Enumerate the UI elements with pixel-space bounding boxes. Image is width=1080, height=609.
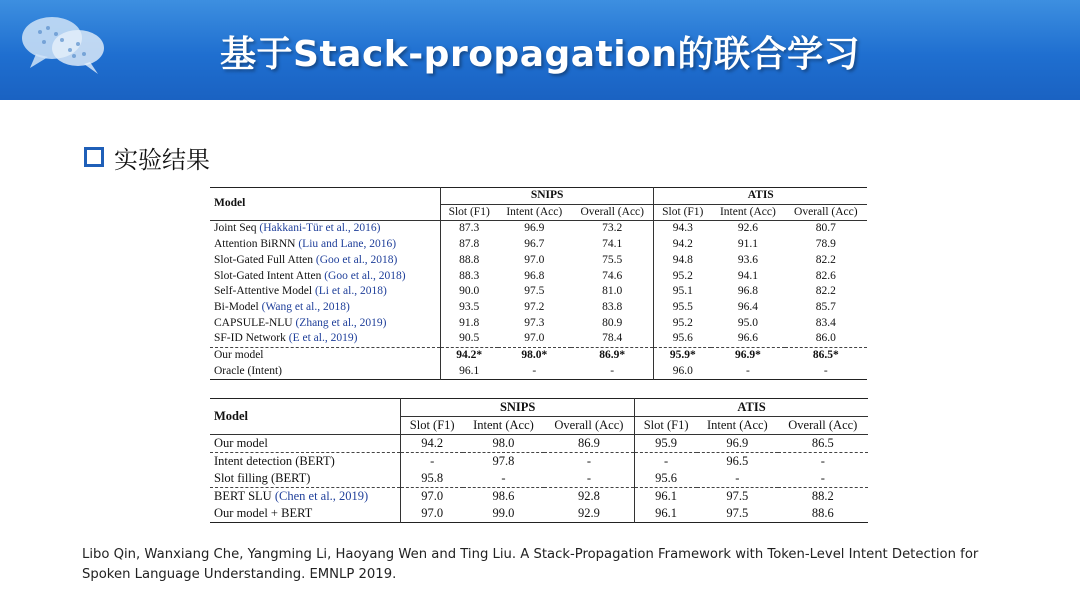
title-banner <box>0 0 1080 100</box>
column-header: Slot (F1) <box>401 417 463 435</box>
citation-link[interactable]: (Chen et al., 2019) <box>274 489 369 503</box>
model-name: Oracle (Intent) <box>214 364 283 377</box>
table-row <box>210 470 868 488</box>
score-cell: - <box>544 453 635 471</box>
score-cell: - <box>532 364 537 377</box>
score-cell: 86.0 <box>815 332 836 345</box>
score-cell: 94.8 <box>654 253 711 269</box>
model-name-cell <box>210 316 440 332</box>
score-cell: 74.1 <box>602 238 623 251</box>
results-table-1 <box>210 187 867 380</box>
model-name-cell <box>210 253 440 269</box>
score-cell: 93.5 <box>440 300 497 316</box>
column-header: Overall (Acc) <box>571 204 654 221</box>
score-cell: 97.0 <box>524 253 545 266</box>
table-row <box>210 505 868 523</box>
model-name: Our model <box>214 436 268 450</box>
column-header: Overall (Acc) <box>778 417 868 435</box>
citation-link[interactable]: (Zhang et al., 2019) <box>295 316 387 329</box>
score-cell: - <box>501 471 506 485</box>
score-cell: 88.8 <box>440 253 497 269</box>
group-header-snips: SNIPS <box>440 188 654 205</box>
model-name-cell <box>210 237 440 253</box>
score-cell: 97.0 <box>401 488 463 506</box>
score-cell: 94.1 <box>737 269 758 282</box>
score-cell: 75.5 <box>602 253 623 266</box>
score-cell: 96.5 <box>697 453 778 471</box>
group-header-snips: SNIPS <box>401 399 635 417</box>
score-cell: 96.6 <box>737 332 758 345</box>
table-row <box>210 435 868 453</box>
score-cell: 92.9 <box>577 506 600 520</box>
citation-link[interactable]: (Goo et al., 2018) <box>315 253 398 266</box>
model-name-cell <box>210 364 440 380</box>
score-cell: 94.3 <box>654 221 711 237</box>
citation-link[interactable]: (Hakkani-Tür et al., 2016) <box>259 222 381 235</box>
score-cell: - <box>635 453 697 471</box>
score-cell: 96.9* <box>711 348 785 364</box>
score-cell: 96.9 <box>726 436 749 450</box>
model-name-cell <box>210 284 440 300</box>
table-row <box>210 488 868 506</box>
score-cell: 94.2* <box>440 348 497 364</box>
score-cell: 83.4 <box>815 316 836 329</box>
citation-link[interactable]: (Wang et al., 2018) <box>261 300 350 313</box>
score-cell: 93.6 <box>737 253 758 266</box>
citation-link[interactable]: (E et al., 2019) <box>288 332 358 345</box>
score-cell: 97.3 <box>524 316 545 329</box>
score-cell: 98.0 <box>492 436 515 450</box>
score-cell: 99.0 <box>492 506 515 520</box>
score-cell: 95.5 <box>654 300 711 316</box>
score-cell: 94.2 <box>654 237 711 253</box>
model-column-header: Model <box>210 399 401 435</box>
table-row <box>210 453 868 471</box>
score-cell: 83.8 <box>602 300 623 313</box>
score-cell: 96.9 <box>524 222 545 235</box>
score-cell: 78.4 <box>602 332 623 345</box>
table-row <box>210 300 867 316</box>
score-cell: 95.0 <box>737 316 758 329</box>
table-row <box>210 316 867 332</box>
score-cell: - <box>745 364 750 377</box>
score-cell: 95.6 <box>654 331 711 347</box>
score-cell: 94.2 <box>401 435 463 453</box>
score-cell: 92.6 <box>737 222 758 235</box>
table-row <box>210 331 867 347</box>
table-row <box>210 348 867 364</box>
score-cell: 92.8 <box>544 488 635 506</box>
score-cell: 96.8 <box>737 285 758 298</box>
table-row <box>210 221 867 237</box>
score-cell: - <box>823 364 828 377</box>
column-header: Intent (Acc) <box>711 204 785 221</box>
section-heading <box>84 140 210 174</box>
score-cell: 88.3 <box>440 269 497 285</box>
table-row <box>210 253 867 269</box>
score-cell: 86.5 <box>811 436 834 450</box>
results-table-2 <box>210 398 868 523</box>
score-cell: 97.0 <box>524 332 545 345</box>
score-cell: 95.1 <box>654 284 711 300</box>
score-cell: 88.2 <box>778 488 868 506</box>
score-cell: 82.2 <box>815 253 836 266</box>
score-cell: 97.5 <box>524 285 545 298</box>
score-cell: 97.2 <box>524 300 545 313</box>
model-name: Intent detection (BERT) <box>214 454 335 468</box>
square-bullet-icon <box>84 147 104 167</box>
model-name-cell <box>210 453 401 471</box>
score-cell: 88.6 <box>811 506 834 520</box>
score-cell: 86.9 <box>577 436 600 450</box>
model-name: Bi-Model <box>214 300 262 313</box>
model-name-cell <box>210 435 401 453</box>
score-cell: 81.0 <box>602 285 623 298</box>
score-cell: 97.5 <box>697 488 778 506</box>
model-name: SF-ID Network <box>214 332 289 345</box>
score-cell: - <box>401 453 463 471</box>
column-header: Overall (Acc) <box>544 417 635 435</box>
score-cell: 98.6 <box>463 488 544 506</box>
model-name: Slot-Gated Intent Atten <box>214 269 325 282</box>
column-header: Overall (Acc) <box>785 204 867 221</box>
model-name-cell <box>210 331 440 347</box>
score-cell: 87.8 <box>440 237 497 253</box>
table-row <box>210 284 867 300</box>
score-cell: 80.7 <box>815 222 836 235</box>
score-cell: 91.1 <box>737 238 758 251</box>
column-header: Intent (Acc) <box>463 417 544 435</box>
score-cell: 96.1 <box>635 505 697 523</box>
score-cell: - <box>820 471 825 485</box>
model-name: Our model <box>214 349 264 362</box>
score-cell: 86.5* <box>785 348 867 364</box>
score-cell: 96.7 <box>524 238 545 251</box>
table-row <box>210 237 867 253</box>
citation-link[interactable]: (Goo et al., 2018) <box>324 269 406 282</box>
score-cell: - <box>778 453 868 471</box>
model-name-cell <box>210 488 401 506</box>
column-header: Slot (F1) <box>440 204 497 221</box>
model-name: CAPSULE-NLU <box>214 316 296 329</box>
model-name: BERT SLU <box>214 489 275 503</box>
model-name: Attention BiRNN <box>214 238 299 251</box>
score-cell: - <box>586 471 591 485</box>
table-row <box>210 364 867 380</box>
group-header-atis: ATIS <box>654 188 867 205</box>
score-cell: 96.1 <box>635 488 697 506</box>
model-name-cell <box>210 300 440 316</box>
model-name: Slot filling (BERT) <box>214 471 311 485</box>
score-cell: 95.9* <box>654 348 711 364</box>
citation-link[interactable]: (Liu and Lane, 2016) <box>298 238 397 251</box>
model-name-cell <box>210 505 401 523</box>
section-title: 实验结果 <box>114 145 210 174</box>
score-cell: 96.8 <box>524 269 545 282</box>
score-cell: - <box>735 471 740 485</box>
score-cell: 85.7 <box>815 300 836 313</box>
score-cell: 95.9 <box>635 435 697 453</box>
model-column-header: Model <box>210 188 440 221</box>
score-cell: 87.3 <box>440 221 497 237</box>
model-name-cell <box>210 221 440 237</box>
model-name-cell <box>210 269 440 285</box>
citation-link[interactable]: (Li et al., 2018) <box>314 285 387 298</box>
group-header-atis: ATIS <box>635 399 868 417</box>
reference-citation: Libo Qin, Wanxiang Che, Yangming Li, Haoyang Wen and Ting Liu. A Stack-Propagation Framework with Token-Level Intent Detection for Spoken Language Understanding. EMNLP 2019. <box>82 547 979 582</box>
model-name: Joint Seq <box>214 222 260 235</box>
model-name: Our model + BERT <box>214 506 313 520</box>
score-cell: - <box>610 364 615 377</box>
score-cell: 97.0 <box>401 505 463 523</box>
score-cell: 95.2 <box>654 269 711 285</box>
score-cell: 82.2 <box>815 285 836 298</box>
slide-title: 基于Stack-propagation的联合学习 <box>220 34 860 75</box>
model-name-cell <box>210 348 440 364</box>
score-cell: 73.2 <box>602 222 623 235</box>
score-cell: 74.6 <box>602 269 623 282</box>
score-cell: 91.8 <box>440 316 497 332</box>
score-cell: 80.9 <box>602 316 623 329</box>
model-name: Slot-Gated Full Atten <box>214 253 316 266</box>
model-name-cell <box>210 470 401 488</box>
score-cell: 90.5 <box>440 331 497 347</box>
score-cell: 82.6 <box>815 269 836 282</box>
model-name: Self-Attentive Model <box>214 285 315 298</box>
score-cell: 97.5 <box>726 506 749 520</box>
score-cell: 98.0* <box>498 348 572 364</box>
score-cell: 96.0 <box>654 364 711 380</box>
score-cell: 95.2 <box>654 316 711 332</box>
score-cell: 78.9 <box>815 238 836 251</box>
score-cell: 86.9* <box>571 348 654 364</box>
column-header: Intent (Acc) <box>498 204 572 221</box>
score-cell: 96.1 <box>440 364 497 380</box>
score-cell: 96.4 <box>737 300 758 313</box>
score-cell: 95.6 <box>635 470 697 488</box>
column-header: Slot (F1) <box>654 204 711 221</box>
table-row <box>210 269 867 285</box>
column-header: Intent (Acc) <box>697 417 778 435</box>
score-cell: 97.8 <box>463 453 544 471</box>
score-cell: 90.0 <box>440 284 497 300</box>
column-header: Slot (F1) <box>635 417 697 435</box>
score-cell: 95.8 <box>401 470 463 488</box>
